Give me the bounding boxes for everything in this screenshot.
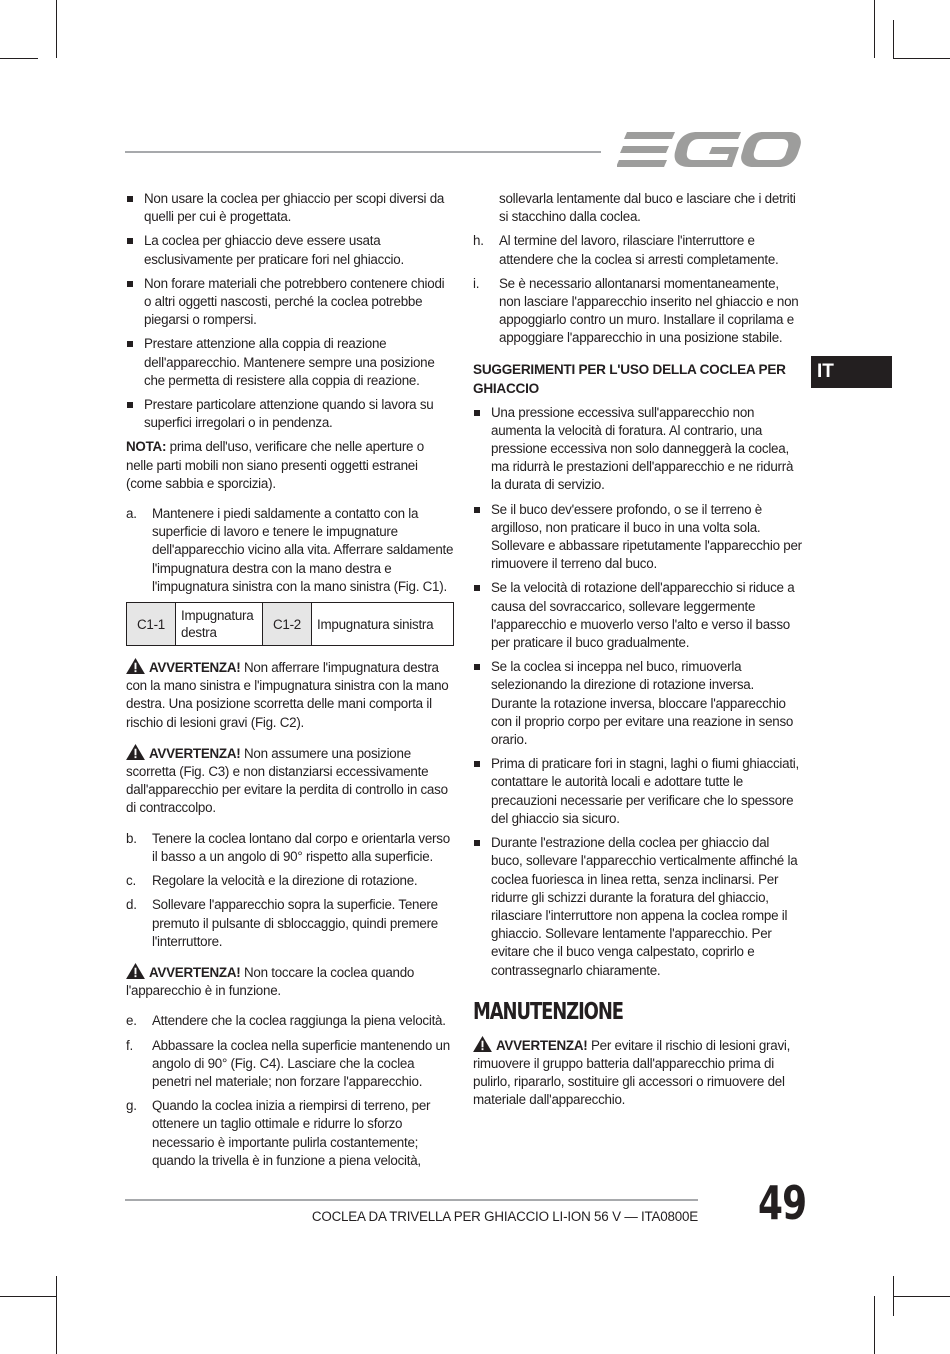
left-column [126,190,454,1176]
step-item [126,1012,454,1030]
bullet-text: Non forare materiali che potrebbero contenere chiodi o altri oggetti nascosti, perché la coclea potrebbe piegarsi o rompersi. [144,275,445,328]
step-continuation [473,190,803,226]
bullet-item [473,579,803,652]
language-tab-label: IT [817,361,834,382]
crop-mark [0,1296,57,1297]
table-cell-label: Impugnatura sinistra [312,603,454,646]
bullet-text: Se la velocità di rotazione dell'apparecchio si riduce a causa del sovraccarico, sollevare leggermente l'apparecchio e muoverlo verso l'alto e verso il basso per praticare il buco gradualmente. [491,580,795,651]
header-rule [125,151,601,153]
crop-mark [874,0,875,58]
step-letter: i. [473,275,480,291]
warning-paragraph [126,963,454,1000]
warning-label: AVVERTENZA! [149,660,241,676]
warning-text: Per evitare il rischio di lesioni gravi, rimuovere il gruppo batteria dall'apparecchio prima di pulirlo, ripararlo, sostituire gli accessori o rimuovere del materiale dall'apparecchio. [473,1037,791,1108]
footer-rule [125,1199,698,1201]
warning-label: AVVERTENZA! [149,745,241,761]
step-item [473,232,803,268]
step-item [126,505,454,596]
page-number: 49 [758,1176,807,1230]
table-cell-label: Impugnatura destra [176,603,263,646]
warning-paragraph [126,658,454,732]
warning-triangle-icon [126,658,145,674]
step-text: sollevarla lentamente dal buco e lasciare che i detriti si stacchino dalla coclea. [499,191,796,225]
bullet-text: Non usare la coclea per ghiaccio per scopi diversi da quelli per cui è progettata. [144,191,445,225]
step-item [126,830,454,866]
warning-text: Non assumere una posizione scorretta (Fig. C3) e non distanziarsi eccessivamente dall'apparecchio per evitare la perdita di controllo in caso di contraccolpo. [126,745,448,816]
step-item [126,872,454,890]
bullet-item [473,658,803,749]
table-row [127,603,454,646]
footer-title: COCLEA DA TRIVELLA PER GHIACCIO LI-ION 56 V — ITA0800E [311,1209,698,1224]
crop-mark [0,58,38,59]
note-text: prima dell'uso, verificare che nelle aperture o nelle parti mobili non siano presenti oggetti estranei (come sabbia e sporcizia). [126,439,424,491]
crop-mark [56,0,57,58]
step-letter: f. [126,1037,133,1053]
crop-mark [893,58,950,59]
step-text: Se è necessario allontanarsi momentaneamente, non lasciare l'apparecchio inserito nel ghiaccio e non appoggiarlo contro un muro. Installare il coprilama e appoggiare l'apparecchio in una posizione stabile. [499,275,799,346]
warning-paragraph [126,744,454,818]
table-cell-code: C1-2 [263,603,312,646]
step-text: Mantenere i piedi saldamente a contatto con la superficie di lavoro e tenere le impugnature dell'apparecchio vicino alla vita. Afferrare saldamente l'impugnatura destra con la mano destra e l'impugnatura sinistra con la mano sinistra (Fig. C1). [152,506,454,594]
bullet-text: Prestare attenzione alla coppia di reazione dell'apparecchio. Mantenere sempre una posizione che permetta di resistere alla coppia di reazione. [144,336,435,388]
crop-mark [874,1296,875,1354]
note-label: NOTA: [126,439,167,455]
bullet-item [126,275,454,330]
step-letter: e. [126,1013,137,1029]
bullet-item [126,396,454,432]
bullet-text: Prestare particolare attenzione quando si lavora su superfici irregolari o in pendenza. [144,397,434,431]
warning-text: Non afferrare l'impugnatura destra con la mano sinistra e l'impugnatura sinistra con la mano destra. Una posizione scorretta delle mani comporta il rischio di lesioni gravi (Fig. C2). [126,660,449,730]
warning-label: AVVERTENZA! [496,1037,588,1053]
step-text: Regolare la velocità e la direzione di rotazione. [152,873,418,889]
bullet-item [473,834,803,980]
step-letter: b. [126,830,137,846]
step-item [473,275,803,348]
step-text: Tenere la coclea lontano dal corpo e orientarla verso il basso a un angolo di 90° rispetto alla superficie. [152,830,450,864]
language-tab [811,356,892,388]
step-letter: d. [126,897,137,913]
warning-triangle-icon [126,963,145,979]
bullet-text: La coclea per ghiaccio deve essere usata esclusivamente per praticare fori nel ghiaccio. [144,233,404,267]
step-text: Abbassare la coclea nella superficie mantenendo un angolo di 90° (Fig. C4). Lasciare che la coclea penetri nel materiale; non forzare l'apparecchio. [152,1037,450,1089]
warning-paragraph [473,1036,803,1110]
bullet-text: Se la coclea si inceppa nel buco, rimuoverla selezionando la direzione di rotazione inversa. Durante la rotazione inversa, bloccare l'apparecchio con il proprio corpo per evitare una reazione in senso orario. [491,659,794,748]
step-text: Attendere che la coclea raggiunga la piena velocità. [152,1013,446,1029]
bullet-text: Durante l'estrazione della coclea per ghiaccio dal buco, sollevare l'apparecchio verticalmente affinché la coclea fuoriesca in linea retta, senza inclinarsi. Per ridurre gli schizzi durante la foratura del ghiaccio, rilasciare l'interruttore non appena la coclea rompe il ghiaccio. Sollevare lentamente l'apparecchio. Per evitare che il buco venga calpestato, coprirlo e contrassegnarlo chiaramente. [491,835,798,978]
step-text: Sollevare l'apparecchio sopra la superficie. Tenere premuto il pulsante di sbloccaggio, quindi premere l'interruttore. [152,897,438,949]
bullet-text: Se il buco dev'essere profondo, o se il terreno è argilloso, non praticare il buco in una volta sola. Sollevare e abbassare ripetutamente l'apparecchio per rimuovere il terreno dal buco. [491,501,802,572]
step-text: Al termine del lavoro, rilasciare l'interruttore e attendere che la coclea si arresti completamente. [499,233,779,267]
crop-mark [56,1276,57,1354]
figure-legend-table [126,602,454,646]
step-item [126,1097,454,1170]
bullet-item [473,404,803,495]
bullet-item [473,755,803,828]
crop-mark [893,1296,950,1297]
bullet-text: Prima di praticare fori in stagni, laghi o fiumi ghiacciati, contattare le autorità locali e adottare tutte le precauzioni necessarie per verificare che lo spessore del ghiaccio sia sicuro. [491,756,800,826]
right-column [473,190,803,1122]
table-cell-code: C1-1 [127,603,176,646]
bullet-item [126,232,454,268]
crop-mark [893,1276,894,1316]
ego-logo [617,128,801,174]
ego-logo-mark [617,128,801,174]
step-letter: c. [126,873,136,889]
warning-triangle-icon [473,1036,492,1052]
maintenance-heading: MANUTENZIONE [473,998,623,1025]
bullet-item [126,190,454,226]
warning-text: Non toccare la coclea quando l'apparecchio è in funzione. [126,964,415,999]
step-item [126,896,454,951]
step-letter: g. [126,1098,137,1114]
step-text: Quando la coclea inizia a riempirsi di terreno, per ottenere un taglio ottimale e ridurre lo sforzo necessario è importante pulirla costantemente; quando la trivella è in funzione a piena velocità, [152,1098,431,1168]
bullet-text: Una pressione eccessiva sull'apparecchio non aumenta la velocità di foratura. Al contrario, una pressione eccessiva non solo danneggerà la coclea, ma ridurrà le prestazioni dell'apparecchio e ne ridurrà la durata di servizio. [491,404,794,493]
warning-label: AVVERTENZA! [149,964,241,980]
tips-heading: SUGGERIMENTI PER L'USO DELLA COCLEA PER GHIACCIO [473,361,786,396]
warning-triangle-icon [126,744,145,760]
step-letter: a. [126,506,137,522]
bullet-item [126,335,454,390]
step-item [126,1037,454,1092]
note-paragraph [126,438,454,493]
step-letter: h. [473,233,484,249]
bullet-item [473,501,803,574]
crop-mark [893,20,894,58]
